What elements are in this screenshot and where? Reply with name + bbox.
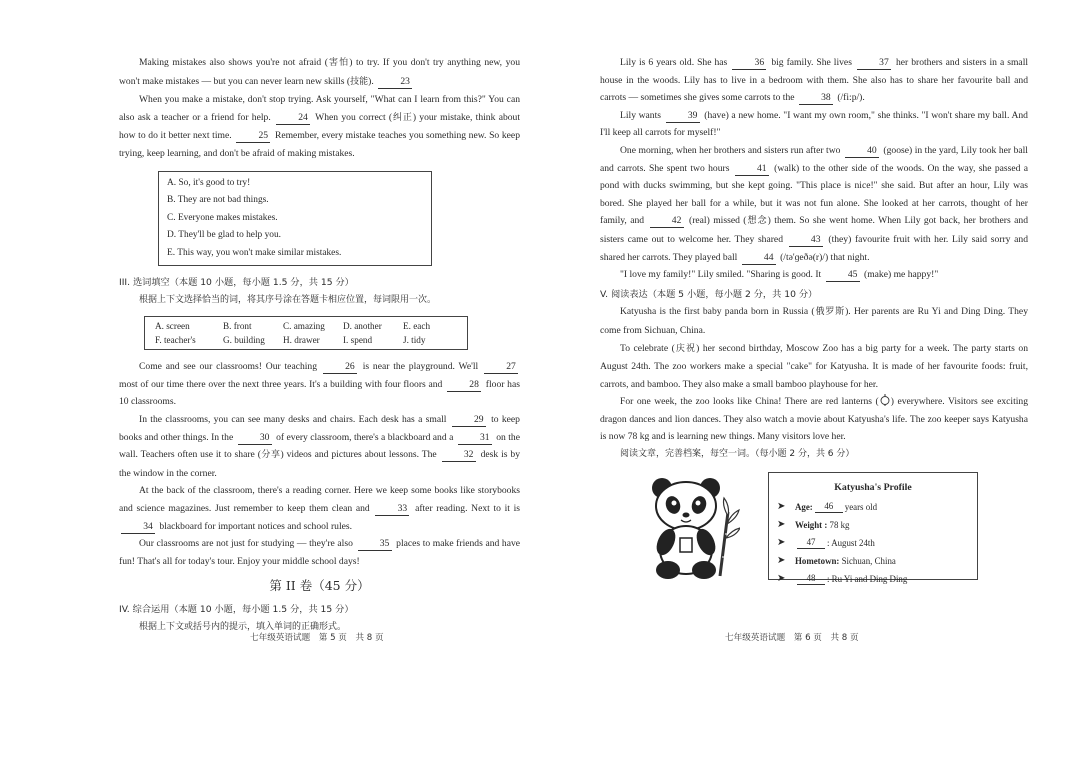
blank-46: 46 xyxy=(815,501,843,513)
blank-27: 27 xyxy=(484,361,518,374)
word-j: J. tidy xyxy=(403,335,426,346)
word-e: E. each xyxy=(403,321,431,332)
figure-area xyxy=(600,472,1028,602)
blank-28: 28 xyxy=(447,379,481,392)
passage-paragraph: When you make a mistake, don't stop trying. Ask yourself, "What can I learn from this?" You can also ask a teacher or a friend for help. 24 When you correct (纠正) your mistake, think about how to do it better next time. 25 Remember, every mistake teaches you something new. So keep trying, keep learning, and don't be afraid of making mistakes. xyxy=(119,94,521,159)
arrow-icon: ➤ xyxy=(777,500,786,512)
page-footer: 七年级英语试题 第 6 页 共 8 页 xyxy=(725,633,859,644)
blank-35: 35 xyxy=(358,538,392,551)
word-c: C. amazing xyxy=(283,321,325,332)
blank-26: 26 xyxy=(323,361,357,374)
blank-48: 48 xyxy=(797,573,825,585)
passage-paragraph: Our classrooms are not just for studying — they're also 35 places to make friends and have fun! That's all for today's tour. Enjoy your middle school days! xyxy=(119,538,521,567)
arrow-icon: ➤ xyxy=(777,554,786,566)
word-b: B. front xyxy=(223,321,252,332)
profile-row-parents: ➤ 48 : Ru Yi and Ding Ding xyxy=(777,570,969,588)
profile-row-age: ➤ Age: 46 years old xyxy=(777,498,969,516)
blank-41: 41 xyxy=(735,163,769,176)
part-2-title: 第 II 卷（45 分） xyxy=(269,578,370,594)
passage-paragraph: To celebrate (庆祝) her second birthday, Moscow Zoo has a big party for a week. The party starts on August 24th. The zoo workers make a special "cake" for Katyusha. It is made of her favourite foods: fruit, carrots, and bamboo. They also make a small bamboo playhouse for her. xyxy=(600,342,1028,390)
profile-row-birthday: ➤ 47 : August 24th xyxy=(777,534,969,552)
lantern-icon xyxy=(879,394,891,406)
reading-instructions: 阅读文章，完善档案，每空一词。（每小题 2 分，共 6 分） xyxy=(620,449,855,460)
arrow-icon: ➤ xyxy=(777,518,786,530)
passage-paragraph: Come and see our classrooms! Our teaching 26 is near the playground. We'll 27most of our time there over the next three years. It's a building with four floors and 28 floor has 10 classrooms. xyxy=(119,361,520,408)
option-b: B. They are not bad things. xyxy=(167,195,269,206)
options-box xyxy=(158,171,432,267)
blank-31: 31 xyxy=(458,432,492,445)
profile-row-weight: ➤ Weight : 78 kg xyxy=(777,516,969,534)
blank-34: 34 xyxy=(121,521,155,534)
passage-paragraph: For one week, the zoo looks like China! There are red lanterns ( ) everywhere. Visitors see exciting dragon dances and lion dances. They also watch a movie about Katyusha's life. The zoo keeper says Katyusha is now 78 kg and is learning new things. Many visitors love her. xyxy=(600,396,1028,443)
word-a: A. screen xyxy=(155,321,190,332)
arrow-icon: ➤ xyxy=(777,536,786,548)
blank-40: 40 xyxy=(845,145,879,158)
blank-32: 32 xyxy=(442,449,476,462)
blank-25: 25 xyxy=(236,130,270,143)
blank-30: 30 xyxy=(238,432,272,445)
passage-paragraph: One morning, when her brothers and sisters run after two 40 (goose) in the yard, Lily took her ball and carrots. She spent two hours 41 (walk) to the other side of the woods. On the way, she passed a pond with ducks swimming, but she kept going. "This place is nice!" she said. But after an hour, Lily was bored. She played her ball for a while, but it was not fun alone. She looked at her carrots, thought of her family, and 42 (real) missed (想念) them. So she went home. When Lily got back, her brothers and sisters came out to welcome her. They shared 43 (they) favourite fruit with her. Lily said sorry and shared her carrots. They played ball 44 (/tə'ɡeðə(r)/) that night. xyxy=(600,144,1029,263)
passage-paragraph: Lily is 6 years old. She has 36 big family. She lives 37 her brothers and sisters in a small house in the woods. Lily has to live in a bedroom with them. She also has to share her favourite ball and carrots — sometimes she gives some carrots to the 38 (/fi:p/). xyxy=(600,57,1029,104)
blank-44: 44 xyxy=(742,252,776,265)
option-c: C. Everyone makes mistakes. xyxy=(167,212,278,223)
section-3-title: III. 选词填空（本题 10 小题，每小题 1.5 分，共 15 分） xyxy=(119,277,354,289)
option-a: A. So, it's good to try! xyxy=(167,177,251,188)
page-footer: 七年级英语试题 第 5 页 共 8 页 xyxy=(250,633,384,644)
blank-38: 38 xyxy=(799,92,833,105)
word-d: D. another xyxy=(343,321,382,332)
blank-39: 39 xyxy=(666,110,700,123)
profile-title: Katyusha's Profile xyxy=(834,481,912,493)
arrow-icon: ➤ xyxy=(777,572,786,584)
blank-37: 37 xyxy=(857,57,891,70)
passage-paragraph: Katyusha is the first baby panda born in Russia (俄罗斯). Her parents are Ru Yi and Ding Ding. They come from Sichuan, China. xyxy=(600,306,1028,336)
blank-33: 33 xyxy=(375,503,409,516)
blank-36: 36 xyxy=(732,57,766,70)
section-5-title: V. 阅读表达（本题 5 小题，每小题 2 分，共 10 分） xyxy=(600,288,818,300)
blank-45: 45 xyxy=(826,269,860,282)
word-g: G. building xyxy=(223,335,265,346)
passage-paragraph: Making mistakes also shows you're not afraid (害怕) to try. If you don't try anything new, you won't make mistakes — but you can never learn new skills (技能). 23 xyxy=(119,57,520,87)
blank-42: 42 xyxy=(650,215,684,228)
passage-paragraph: Lily wants 39 (have) a new home. "I want my own room," she thinks. "I won't share my ball. And I'll keep all carrots for myself!" xyxy=(600,109,1028,139)
blank-24: 24 xyxy=(276,112,310,125)
word-f: F. teacher's xyxy=(155,335,196,346)
profile-row-hometown: ➤ Hometown: Sichuan, China xyxy=(777,552,969,570)
section-4-title: IV. 综合运用（本题 10 小题，每小题 1.5 分，共 15 分） xyxy=(119,603,354,615)
blank-23: 23 xyxy=(378,76,412,89)
word-h: H. drawer xyxy=(283,335,320,346)
passage-paragraph: In the classrooms, you can see many desks and chairs. Each desk has a small 29 to keep books and other things. In the 30 of every classroom, there's a blackboard and a 31 on the wall. Teachers often use it to share (分享) videos and pictures about lessons. The 32 desk is by the window in the corner. xyxy=(119,414,521,479)
section-3-instructions: 根据上下文选择恰当的词，将其序号涂在答题卡相应位置，每词限用一次。 xyxy=(139,294,437,305)
section-4-instructions: 根据上下文或括号内的提示，填入单词的正确形式。 xyxy=(139,621,347,632)
blank-29: 29 xyxy=(452,414,486,427)
word-i: I. spend xyxy=(343,335,373,346)
panda-illustration xyxy=(640,472,740,582)
option-e: E. This way, you won't make similar mistakes. xyxy=(167,247,342,258)
passage-paragraph: "I love my family!" Lily smiled. "Sharing is good. It 45 (make) me happy!" xyxy=(620,269,939,281)
passage-paragraph: At the back of the classroom, there's a reading corner. Here we keep some books like storybooks and science magazines. Just remember to keep them clean and 33 after reading. Next to it is 34 blackboard for important notices and school rules. xyxy=(119,485,521,532)
option-d: D. They'll be glad to help you. xyxy=(167,230,281,241)
blank-47: 47 xyxy=(797,537,825,549)
word-bank xyxy=(144,316,468,350)
right-page xyxy=(540,0,1080,763)
profile-card xyxy=(768,472,978,584)
blank-43: 43 xyxy=(789,234,823,247)
